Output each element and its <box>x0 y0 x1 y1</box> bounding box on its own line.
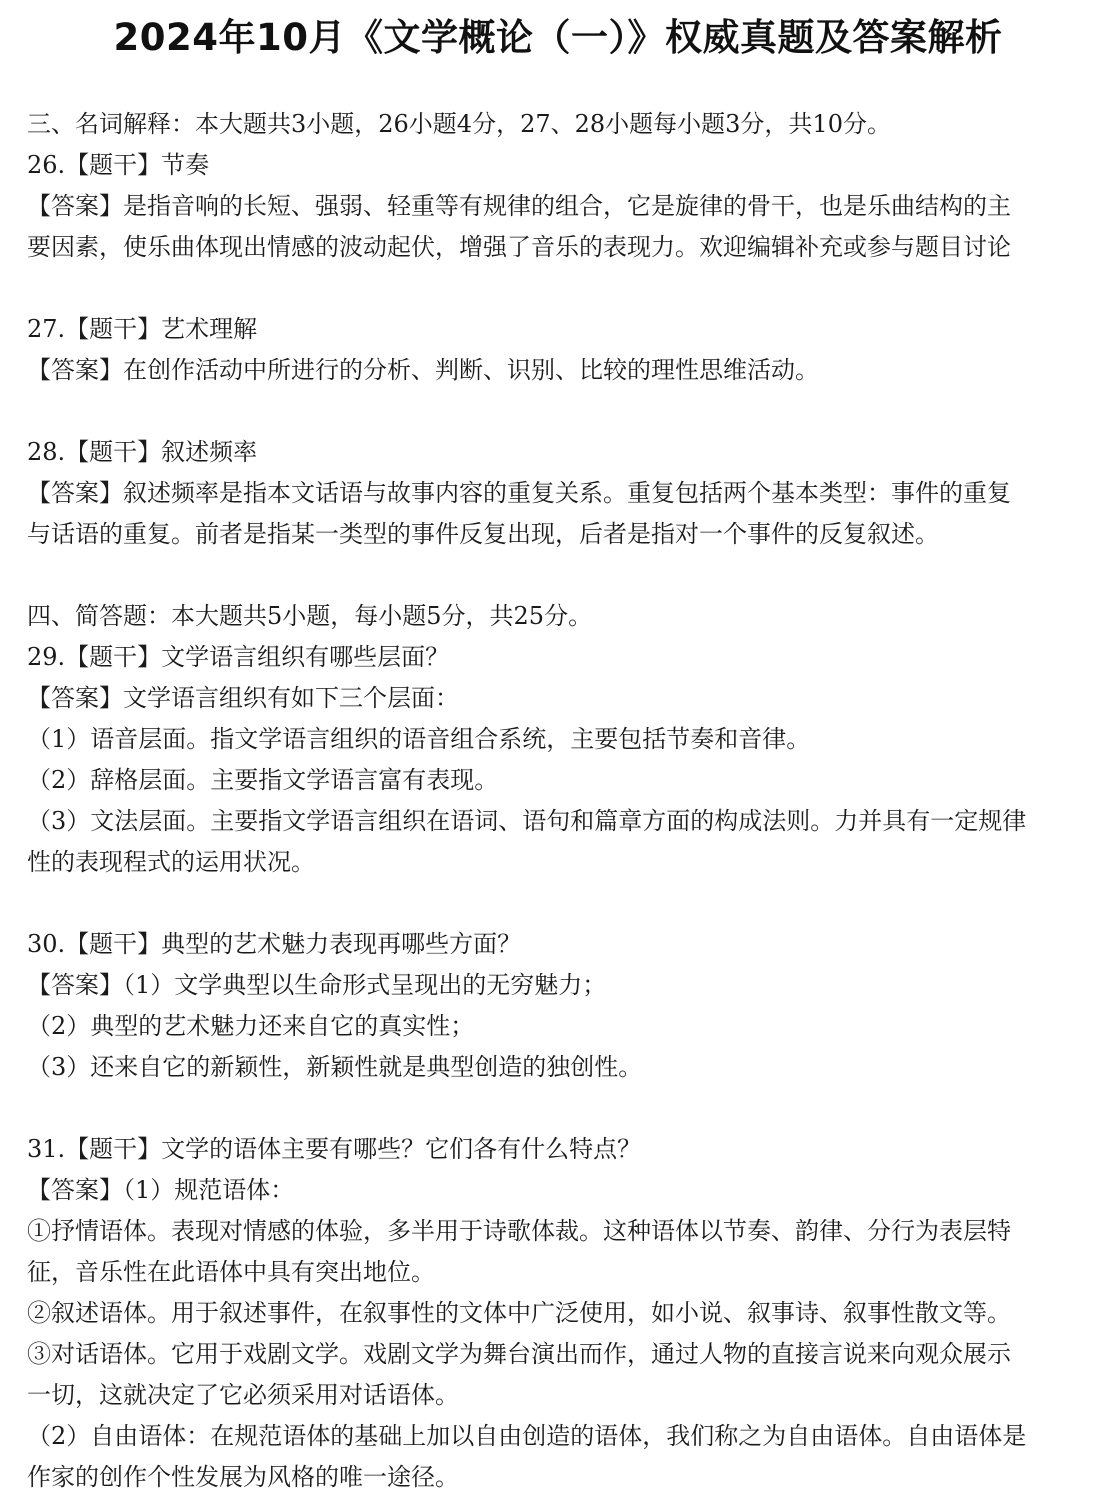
answer-line: （3）文法层面。主要指文学语言组织在语词、语句和篇章方面的构成法则。力并具有一定规律 <box>27 807 1027 835</box>
answer-line: 一切，这就决定了它必须采用对话语体。 <box>27 1381 459 1409</box>
answer-line: （2）辞格层面。主要指文学语言富有表现。 <box>27 766 499 794</box>
question-31 <box>27 1129 1092 1498</box>
question-stem: 29.【题干】文学语言组织有哪些层面？ <box>27 643 450 671</box>
answer-line: 【答案】在创作活动中所进行的分析、判断、识别、比较的理性思维活动。 <box>27 356 819 384</box>
spacer <box>27 268 1092 309</box>
answer-line: 性的表现程式的运用状况。 <box>27 848 315 876</box>
spacer <box>27 1088 1092 1129</box>
spacer <box>27 391 1092 432</box>
section-heading-short-answer: 四、简答题：本大题共5小题，每小题5分，共25分。 <box>27 602 593 630</box>
answer-line: 【答案】叙述频率是指本文话语与故事内容的重复关系。重复包括两个基本类型：事件的重复 <box>27 479 1011 507</box>
question-28 <box>27 432 1092 555</box>
question-stem: 26.【题干】节奏 <box>27 151 210 179</box>
answer-line: ②叙述语体。用于叙述事件，在叙事性的文体中广泛使用，如小说、叙事诗、叙事性散文等。 <box>27 1299 1011 1327</box>
question-stem: 28.【题干】叙述频率 <box>27 438 258 466</box>
answer-line: （3）还来自它的新颖性，新颖性就是典型创造的独创性。 <box>27 1053 643 1081</box>
answer-line: 与话语的重复。前者是指某一类型的事件反复出现，后者是指对一个事件的反复叙述。 <box>27 520 939 548</box>
answer-line: 要因素，使乐曲体现出情感的波动起伏，增强了音乐的表现力。欢迎编辑补充或参与题目讨论 <box>27 233 1011 261</box>
answer-line: 【答案】（1）文学典型以生命形式呈现出的无穷魅力； <box>27 971 607 999</box>
answer-line: （2）典型的艺术魅力还来自它的真实性； <box>27 1012 475 1040</box>
document-body <box>27 104 1092 1498</box>
spacer <box>27 555 1092 596</box>
question-29 <box>27 637 1092 883</box>
question-stem: 30.【题干】典型的艺术魅力表现再哪些方面？ <box>27 930 522 958</box>
question-30 <box>27 924 1092 1088</box>
document-title: 2024年10月《文学概论（一）》权威真题及答案解析 <box>113 16 1003 59</box>
answer-line: 作家的创作个性发展为风格的唯一途径。 <box>27 1463 459 1491</box>
question-27 <box>27 309 1092 391</box>
answer-line: ③对话语体。它用于戏剧文学。戏剧文学为舞台演出而作，通过人物的直接言说来向观众展示 <box>27 1340 1011 1368</box>
question-stem: 27.【题干】艺术理解 <box>27 315 258 343</box>
answer-line: 【答案】（1）规范语体： <box>27 1176 295 1204</box>
answer-line: （1）语音层面。指文学语言组织的语音组合系统，主要包括节奏和音律。 <box>27 725 811 753</box>
answer-line: （2）自由语体：在规范语体的基础上加以自由创造的语体，我们称之为自由语体。自由语体是 <box>27 1422 1027 1450</box>
question-26 <box>27 145 1092 268</box>
answer-line: 【答案】文学语言组织有如下三个层面： <box>27 684 459 712</box>
answer-line: 【答案】是指音响的长短、强弱、轻重等有规律的组合，它是旋律的骨干，也是乐曲结构的主 <box>27 192 1011 220</box>
question-stem: 31.【题干】文学的语体主要有哪些？它们各有什么特点？ <box>27 1135 642 1163</box>
spacer <box>27 883 1092 924</box>
section-heading-noun-explanation: 三、名词解释：本大题共3小题，26小题4分，27、28小题每小题3分，共10分。 <box>27 110 891 138</box>
answer-line: ①抒情语体。表现对情感的体验，多半用于诗歌体裁。这种语体以节奏、韵律、分行为表层特 <box>27 1217 1011 1245</box>
answer-line: 征，音乐性在此语体中具有突出地位。 <box>27 1258 435 1286</box>
